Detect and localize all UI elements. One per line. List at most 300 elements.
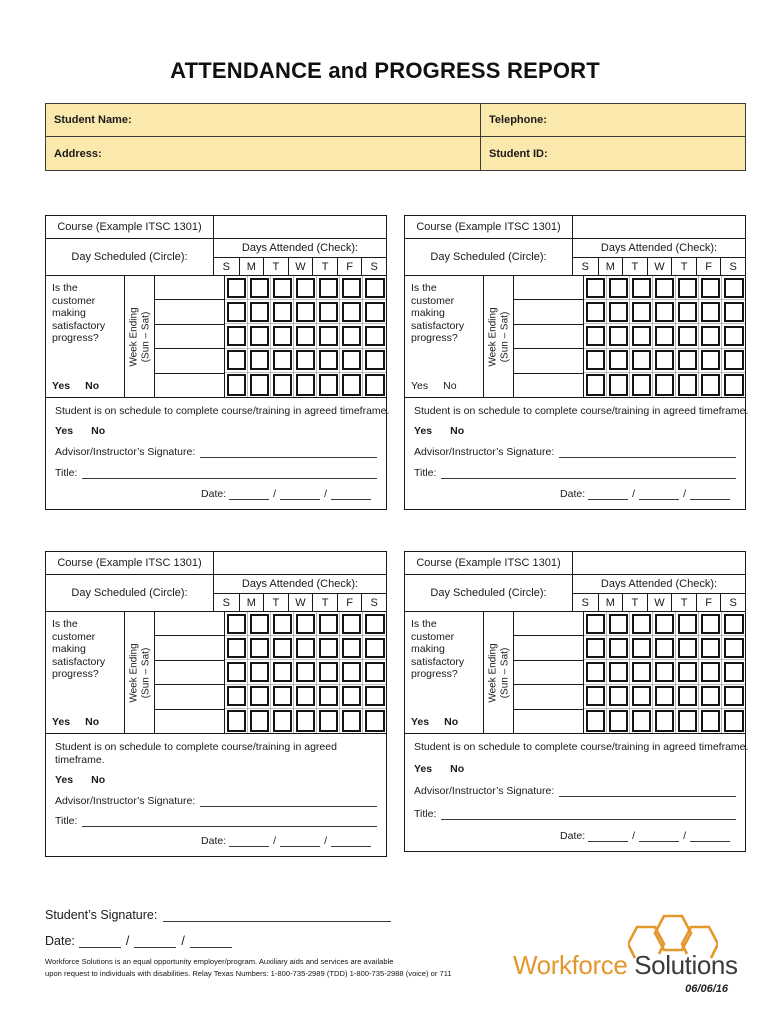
checkbox-square [342,686,361,706]
attendance-checkbox[interactable] [653,300,676,324]
attendance-checkbox[interactable] [248,660,271,684]
student-id-field[interactable] [481,137,745,170]
course-entry-field[interactable] [573,552,745,574]
progress-no-option[interactable]: No [443,379,457,392]
attendance-checkbox[interactable] [248,709,271,733]
attendance-checkbox[interactable] [363,349,386,373]
week-ending-date-row[interactable] [155,612,224,636]
title-field[interactable] [82,814,377,827]
attendance-checkbox[interactable] [225,349,248,373]
day-scheduled-cell[interactable] [405,575,573,611]
attendance-checkbox[interactable] [271,612,294,636]
attendance-checkbox[interactable] [653,685,676,709]
checkbox-square [227,326,246,346]
attendance-checkbox[interactable] [294,324,317,348]
attendance-checkbox[interactable] [363,276,386,300]
attendance-checkbox[interactable] [699,300,722,324]
attendance-checkbox[interactable] [607,349,630,373]
checkbox-square [632,638,651,658]
checkbox-square [319,710,338,731]
attendance-checkbox[interactable] [225,636,248,660]
attendance-checkbox[interactable] [248,612,271,636]
attendance-checkbox[interactable] [248,276,271,300]
attendance-checkbox[interactable] [271,685,294,709]
attendance-checkbox[interactable] [607,324,630,348]
title-field[interactable] [441,466,736,479]
attendance-checkbox[interactable] [294,349,317,373]
attendance-checkbox[interactable] [294,612,317,636]
week-ending-date-row[interactable] [514,349,583,373]
attendance-checkbox[interactable] [722,324,745,348]
week-ending-cell [484,612,514,733]
week-ending-date-row[interactable] [514,685,583,709]
week-ending-date-row[interactable] [155,374,224,397]
day-letter-thu: T [671,258,696,275]
attendance-checkbox[interactable] [363,300,386,324]
attendance-checkbox[interactable] [699,685,722,709]
days-attended-header: Days Attended (Check): [573,239,745,258]
attendance-checkbox[interactable] [225,276,248,300]
attendance-checkbox[interactable] [699,324,722,348]
attendance-checkbox[interactable] [363,660,386,684]
day-letter-tue: T [263,594,288,611]
date-year-field[interactable] [331,834,371,847]
attendance-checkbox[interactable] [340,660,363,684]
checkbox-square [724,686,744,706]
advisor-signature-field[interactable] [200,794,377,807]
day-letter-tue: T [622,594,647,611]
week-ending-date-row[interactable] [155,300,224,324]
schedule-yes-option[interactable]: Yes [55,774,74,787]
days-attended-header: Days Attended (Check): [214,575,386,594]
attendance-checkbox[interactable] [271,709,294,733]
schedule-statement: Student is on schedule to complete course/training in agreed timeframe. [55,741,337,766]
attendance-checkbox[interactable] [225,709,248,733]
attendance-checkbox[interactable] [630,612,653,636]
attendance-checkbox[interactable] [271,373,294,397]
attendance-checkbox[interactable] [584,685,607,709]
attendance-checkbox[interactable] [584,324,607,348]
date-year-field[interactable] [690,829,730,842]
attendance-checkbox[interactable] [294,660,317,684]
course-label: Course (Example ITSC 1301) [416,557,561,569]
checkbox-square [250,686,269,706]
week-ending-date-row[interactable] [155,325,224,349]
attendance-checkbox[interactable] [722,373,745,397]
attendance-checkbox[interactable] [248,685,271,709]
advisor-signature-label: Advisor/Instructor’s Signature: [55,446,196,458]
attendance-checkbox[interactable] [317,373,340,397]
date-separator: / [125,934,130,948]
date-year-field[interactable] [331,487,371,500]
attendance-checkbox[interactable] [248,636,271,660]
attendance-checkbox[interactable] [607,685,630,709]
attendance-checkbox[interactable] [363,685,386,709]
week-ending-cell [125,276,155,397]
checkbox-square [655,686,674,706]
schedule-no-option[interactable]: No [450,762,465,775]
attendance-checkbox[interactable] [294,300,317,324]
checkbox-square [678,278,697,298]
advisor-signature-field[interactable] [559,784,736,797]
footer-date-day-field[interactable] [134,933,176,948]
attendance-checkbox[interactable] [607,636,630,660]
attendance-checkbox[interactable] [317,276,340,300]
attendance-checkbox[interactable] [363,373,386,397]
attendance-checkbox[interactable] [676,349,699,373]
date-month-field[interactable] [229,487,269,500]
attendance-checkbox[interactable] [225,324,248,348]
attendance-checkbox[interactable] [340,324,363,348]
schedule-no-option[interactable]: No [91,774,106,787]
attendance-checkbox[interactable] [676,300,699,324]
attendance-checkbox[interactable] [225,373,248,397]
day-scheduled-label: Day Scheduled (Circle): [71,251,188,263]
attendance-checkbox[interactable] [699,636,722,660]
attendance-checkbox[interactable] [630,324,653,348]
checkbox-square [609,686,628,706]
attendance-checkbox[interactable] [653,709,676,733]
attendance-checkbox[interactable] [294,685,317,709]
date-day-field[interactable] [639,829,679,842]
attendance-checkbox[interactable] [630,685,653,709]
attendance-checkbox[interactable] [676,276,699,300]
attendance-checkbox[interactable] [294,373,317,397]
attendance-checkbox[interactable] [630,276,653,300]
progress-yes-option[interactable]: Yes [52,715,71,728]
checkbox-square [319,350,338,370]
progress-no-option[interactable]: No [85,715,100,728]
attendance-checkbox[interactable] [722,276,745,300]
attendance-checkbox[interactable] [699,276,722,300]
date-month-field[interactable] [229,834,269,847]
week-ending-date-row[interactable] [514,710,583,733]
day-letter-wed: W [647,594,672,611]
attendance-checkbox[interactable] [653,276,676,300]
attendance-checkbox[interactable] [248,324,271,348]
days-attended-section [214,575,386,611]
attendance-checkbox[interactable] [584,276,607,300]
week-ending-date-row[interactable] [155,685,224,709]
checkbox-square [586,662,605,682]
checkbox-square [655,302,674,322]
day-letter-mon: M [239,258,264,275]
attendance-checkbox[interactable] [340,373,363,397]
attendance-checkbox[interactable] [363,636,386,660]
attendance-checkbox[interactable] [584,636,607,660]
progress-yes-option[interactable]: Yes [52,379,71,392]
checkbox-square [678,614,697,634]
schedule-yes-option[interactable]: Yes [414,425,433,437]
progress-question: Is the customer making satisfactory progress? [411,282,465,344]
attendance-checkbox[interactable] [225,300,248,324]
schedule-yes-option[interactable]: Yes [414,762,433,775]
checkbox-square [632,278,651,298]
day-letter-mon: M [598,258,623,275]
attendance-checkbox[interactable] [340,636,363,660]
attendance-checkbox[interactable] [340,685,363,709]
checkbox-square [342,614,361,634]
days-attended-header: Days Attended (Check): [214,239,386,258]
course-block-bottom-right [404,551,749,852]
attendance-checkbox[interactable] [676,324,699,348]
date-separator: / [273,488,277,500]
attendance-checkbox[interactable] [676,612,699,636]
week-ending-cell [484,276,514,397]
attendance-checkbox[interactable] [676,373,699,397]
attendance-checkbox[interactable] [317,300,340,324]
attendance-checkbox[interactable] [317,685,340,709]
attendance-checkbox[interactable] [607,300,630,324]
checkbox-square [678,302,697,322]
attendance-checkbox[interactable] [630,660,653,684]
attendance-checkbox[interactable] [317,612,340,636]
attendance-checkbox[interactable] [676,660,699,684]
footer-date-month-field[interactable] [79,933,121,948]
attendance-checkbox[interactable] [584,373,607,397]
schedule-no-option[interactable]: No [450,425,465,437]
attendance-checkbox[interactable] [271,349,294,373]
address-field[interactable] [46,137,481,170]
week-ending-line2: (Sun – Sat) [498,647,510,698]
title-field[interactable] [82,466,377,479]
date-separator: / [632,488,636,500]
checkbox-square [724,278,744,298]
attendance-checkbox[interactable] [653,324,676,348]
day-letters-row [214,258,386,275]
attendance-checkbox[interactable] [607,660,630,684]
checkbox-square [701,710,720,731]
course-block-top-left [45,215,390,510]
attendance-checkbox[interactable] [676,709,699,733]
attendance-checkbox-grid [225,276,386,397]
day-scheduled-cell[interactable] [46,239,214,275]
attendance-checkbox[interactable] [722,685,745,709]
attendance-checkbox[interactable] [271,324,294,348]
attendance-checkbox[interactable] [722,709,745,733]
date-day-field[interactable] [639,487,679,500]
attendance-checkbox[interactable] [248,349,271,373]
attendance-checkbox[interactable] [340,349,363,373]
checkbox-square [609,374,628,395]
attendance-checkbox[interactable] [653,636,676,660]
course-block-bottom-left [45,551,387,857]
checkbox-square [724,302,744,322]
schedule-no-option[interactable]: No [91,425,106,437]
date-day-field[interactable] [280,834,320,847]
checkbox-square [296,278,315,298]
checkbox-square [678,686,697,706]
attendance-checkbox[interactable] [630,709,653,733]
checkbox-square [342,326,361,346]
attendance-checkbox[interactable] [584,349,607,373]
attendance-checkbox[interactable] [225,685,248,709]
checkbox-square [342,278,361,298]
day-letter-fri: F [337,258,362,275]
attendance-checkbox[interactable] [607,373,630,397]
day-letter-tue: T [263,258,288,275]
progress-no-option[interactable]: No [85,379,100,392]
attendance-checkbox[interactable] [317,709,340,733]
course-entry-field[interactable] [214,216,386,238]
schedule-yes-option[interactable]: Yes [55,425,74,437]
checkbox-square [586,638,605,658]
attendance-checkbox[interactable] [363,612,386,636]
attendance-checkbox[interactable] [722,349,745,373]
attendance-checkbox[interactable] [722,636,745,660]
attendance-checkbox[interactable] [294,709,317,733]
attendance-checkbox[interactable] [271,636,294,660]
telephone-field[interactable] [481,104,745,137]
telephone-label: Telephone: [489,114,547,126]
advisor-signature-field[interactable] [200,445,377,458]
checkbox-square [609,638,628,658]
checkbox-square [273,326,292,346]
attendance-checkbox[interactable] [248,300,271,324]
attendance-checkbox[interactable] [340,276,363,300]
checkbox-square [586,614,605,634]
form-revision-date: 06/06/16 [685,983,728,995]
day-letter-fri: F [337,594,362,611]
attendance-checkbox[interactable] [722,612,745,636]
day-scheduled-cell[interactable] [405,239,573,275]
checkbox-square [586,326,605,346]
course-entry-field[interactable] [214,552,386,574]
attendance-checkbox[interactable] [607,709,630,733]
date-month-field[interactable] [588,829,628,842]
week-ending-date-row[interactable] [514,612,583,636]
checkbox-square [319,614,338,634]
checkbox-square [250,374,269,395]
attendance-checkbox[interactable] [248,373,271,397]
progress-yes-option[interactable]: Yes [411,379,429,392]
attendance-checkbox[interactable] [607,612,630,636]
checkbox-square [586,710,605,731]
checkbox-square [250,326,269,346]
attendance-checkbox[interactable] [699,349,722,373]
progress-yes-option[interactable]: Yes [411,715,430,728]
checkbox-square [365,326,385,346]
attendance-checkbox[interactable] [340,612,363,636]
attendance-checkbox[interactable] [584,612,607,636]
week-ending-date-row[interactable] [155,661,224,685]
week-ending-date-row[interactable] [514,276,583,300]
checkbox-square [655,278,674,298]
attendance-checkbox[interactable] [699,612,722,636]
attendance-checkbox[interactable] [722,300,745,324]
student-name-field[interactable] [46,104,481,137]
week-ending-date-row[interactable] [514,325,583,349]
course-label-cell [405,552,573,574]
attendance-checkbox[interactable] [676,685,699,709]
week-ending-date-row[interactable] [514,374,583,397]
checkbox-square [724,614,744,634]
schedule-yes-no-row [55,774,377,786]
progress-no-option[interactable]: No [444,715,459,728]
title-field[interactable] [441,807,736,820]
attendance-checkbox[interactable] [722,660,745,684]
date-month-field[interactable] [588,487,628,500]
checkbox-square [365,686,385,706]
checkbox-square [678,662,697,682]
checkbox-square [701,686,720,706]
checkbox-square [319,686,338,706]
week-ending-line2: (Sun – Sat) [139,647,151,698]
attendance-checkbox[interactable] [340,300,363,324]
attendance-checkbox[interactable] [294,636,317,660]
student-signature-field[interactable] [163,907,391,922]
advisor-signature-field[interactable] [559,445,736,458]
attendance-checkbox[interactable] [584,660,607,684]
attendance-checkbox[interactable] [340,709,363,733]
attendance-checkbox[interactable] [317,660,340,684]
checkbox-square [296,710,315,731]
disclaimer-line1: Workforce Solutions is an equal opportunity employer/program. Auxiliary aids and services are available [45,957,394,966]
attendance-checkbox[interactable] [225,660,248,684]
day-letter-sun: S [581,596,589,609]
week-ending-date-row[interactable] [155,276,224,300]
attendance-checkbox[interactable] [676,636,699,660]
attendance-checkbox[interactable] [317,349,340,373]
checkbox-square [296,638,315,658]
attendance-checkbox[interactable] [630,373,653,397]
attendance-checkbox[interactable] [271,276,294,300]
day-letter-sun: S [222,260,230,273]
footer-date-label: Date: [45,934,75,948]
attendance-checkbox[interactable] [271,300,294,324]
attendance-checkbox[interactable] [630,636,653,660]
week-ending-date-row[interactable] [514,661,583,685]
progress-question-cell [405,612,484,733]
day-letter-sun: S [581,260,589,273]
schedule-yes-no-row [414,425,736,437]
date-day-field[interactable] [280,487,320,500]
attendance-checkbox[interactable] [317,636,340,660]
attendance-checkbox[interactable] [630,300,653,324]
attendance-checkbox[interactable] [653,373,676,397]
attendance-checkbox[interactable] [317,324,340,348]
attendance-checkbox[interactable] [699,660,722,684]
attendance-checkbox[interactable] [607,276,630,300]
attendance-checkbox[interactable] [294,276,317,300]
day-scheduled-label: Day Scheduled (Circle): [71,587,188,599]
attendance-checkbox[interactable] [363,709,386,733]
attendance-checkbox[interactable] [584,300,607,324]
progress-question: Is the customer making satisfactory progress? [52,282,106,344]
attendance-checkbox[interactable] [653,349,676,373]
attendance-checkbox[interactable] [653,612,676,636]
date-year-field[interactable] [690,487,730,500]
week-ending-date-row[interactable] [155,349,224,373]
attendance-checkbox[interactable] [225,612,248,636]
attendance-checkbox[interactable] [363,324,386,348]
week-ending-date-row[interactable] [514,636,583,660]
week-ending-date-row[interactable] [155,636,224,660]
week-ending-date-row[interactable] [155,710,224,733]
footer-date-year-field[interactable] [190,933,232,948]
days-attended-section [573,575,745,611]
checkbox-square [609,710,628,731]
attendance-checkbox[interactable] [630,349,653,373]
day-scheduled-cell[interactable] [46,575,214,611]
attendance-checkbox[interactable] [653,660,676,684]
week-ending-date-row[interactable] [514,300,583,324]
course-entry-field[interactable] [573,216,745,238]
attendance-checkbox[interactable] [699,373,722,397]
attendance-checkbox[interactable] [699,709,722,733]
attendance-checkbox[interactable] [584,709,607,733]
attendance-checkbox[interactable] [271,660,294,684]
